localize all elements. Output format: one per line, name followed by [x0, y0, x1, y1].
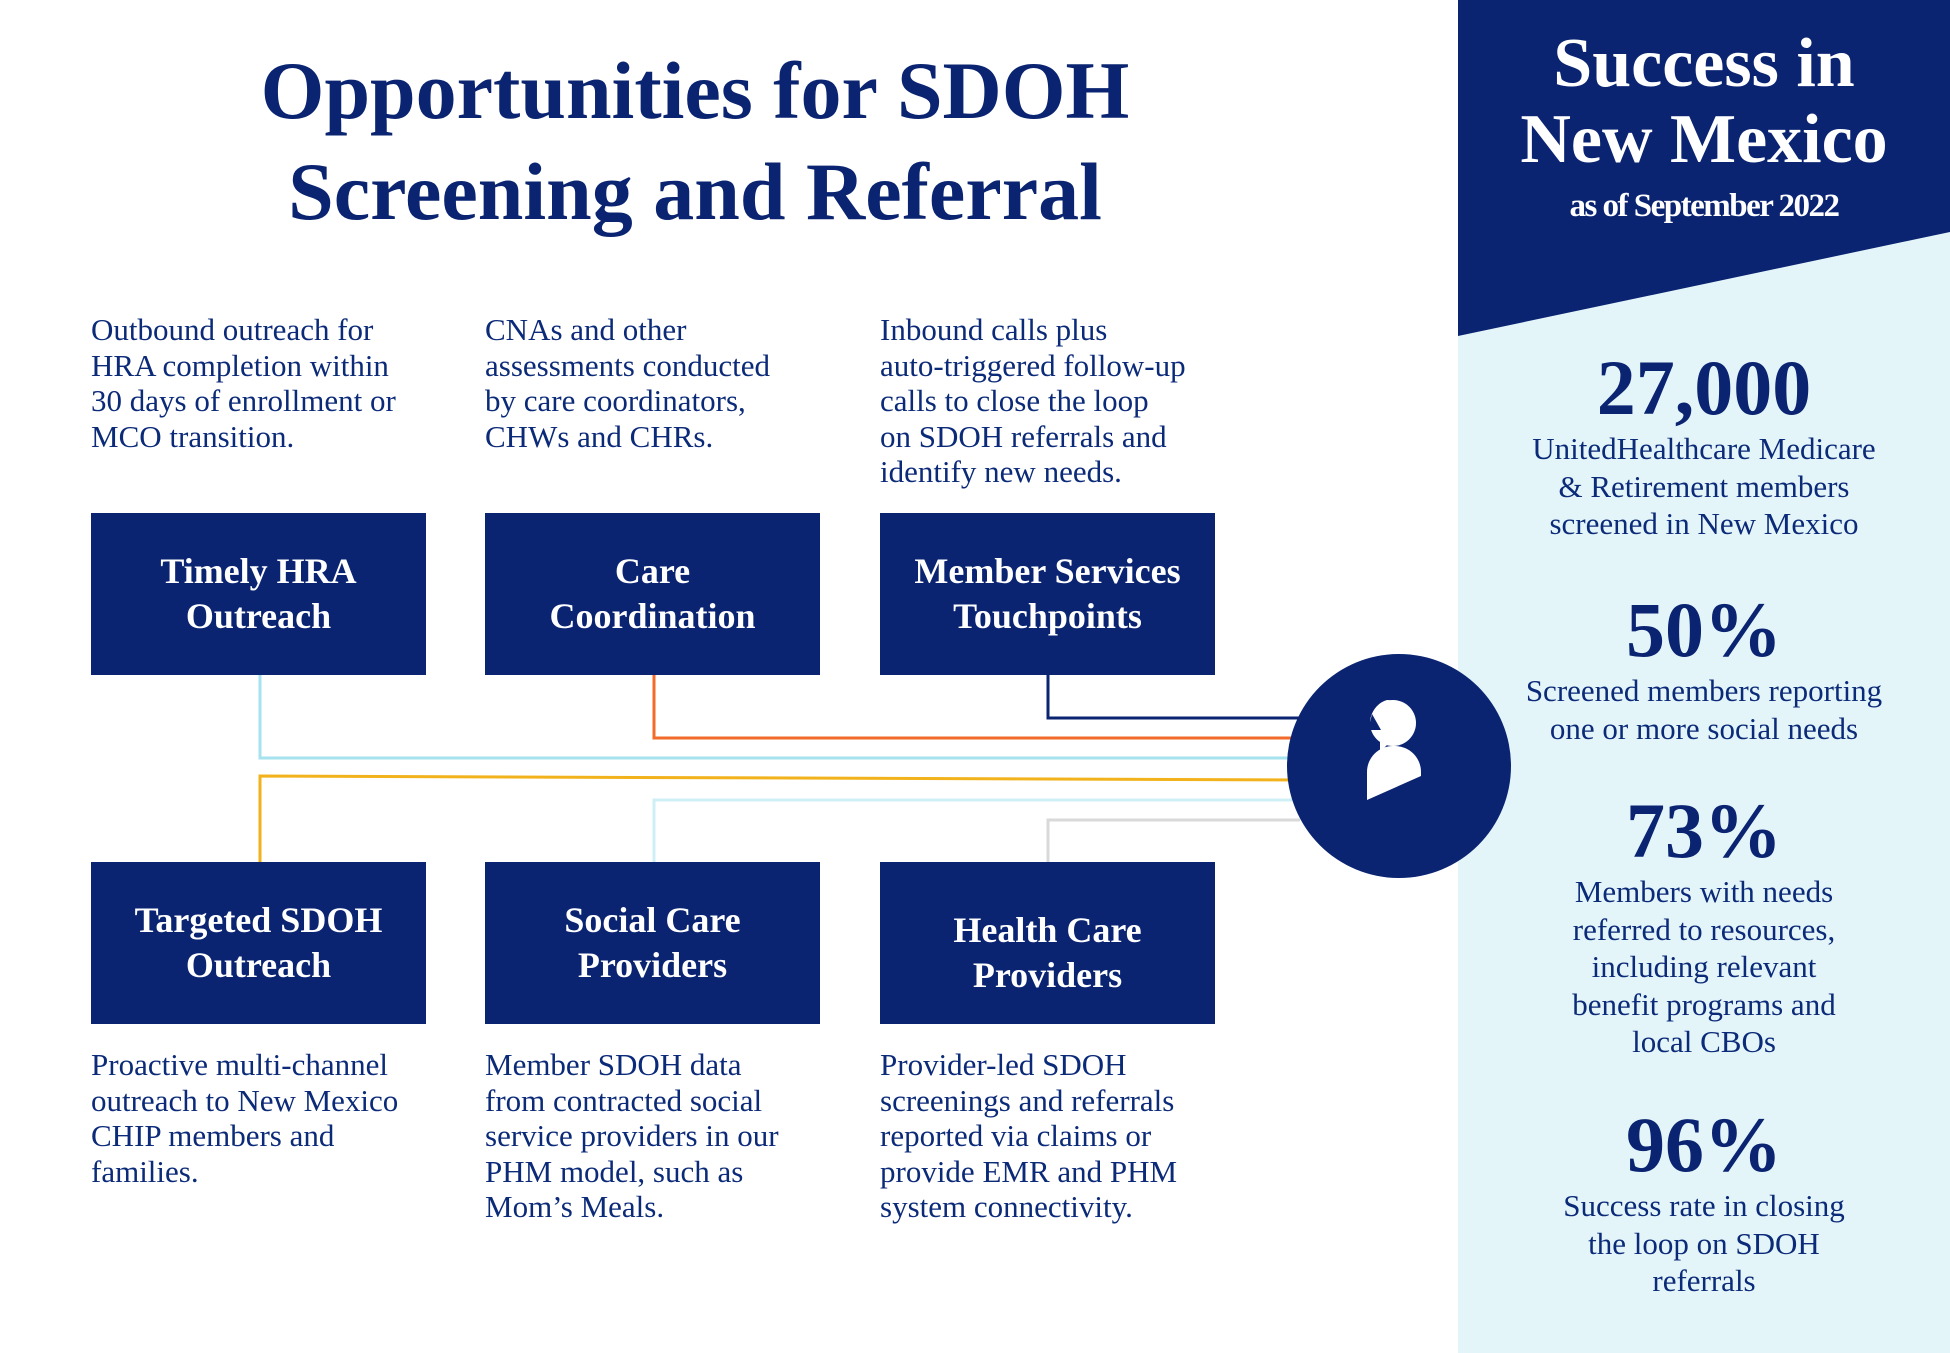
stat-value: 73% [1626, 787, 1782, 874]
box-targeted-sdoh-outreach: Targeted SDOH Outreach [91, 862, 426, 1024]
stat-caption: UnitedHealthcare Medicare & Retirement members screened in New Mexico [1532, 431, 1876, 541]
desc-targeted-sdoh: Proactive multi-channel outreach to New Mexico CHIP members and families. [91, 1047, 399, 1189]
box-care-coordination: Care Coordination [485, 513, 820, 675]
panel-title: Success in New Mexico [1520, 25, 1888, 178]
page-title-line-1: Opportunities for SDOH [260, 45, 1130, 136]
person-hub [1287, 654, 1511, 878]
connector-care-coordination [654, 675, 1300, 738]
desc-health-care: Provider-led SDOH screenings and referrals reported via claims or provide EMR and PHM system connectivity. [880, 1047, 1178, 1224]
stat-caption: Screened members reporting one or more social needs [1525, 673, 1883, 746]
connector-member-services [1048, 675, 1300, 718]
success-panel [1458, 0, 1950, 1353]
box-timely-hra-outreach: Timely HRA Outreach [91, 513, 426, 675]
stat-closing-loop [1458, 1103, 1950, 1300]
stat-caption: Success rate in closing the loop on SDOH referrals [1563, 1188, 1845, 1298]
panel-subtitle: as of September 2022 [1569, 188, 1839, 224]
stat-members-screened [1458, 346, 1950, 543]
box-health-care-providers: Health Care Providers [880, 862, 1215, 1024]
box-member-services-touchpoints: Member Services Touchpoints [880, 513, 1215, 675]
desc-member-services: Inbound calls plus auto-triggered follow-up calls to close the loop on SDOH referrals and identify new needs. [880, 312, 1186, 489]
connector-social-care [654, 800, 1300, 862]
stat-referred [1458, 789, 1950, 1061]
stat-social-needs [1458, 588, 1950, 747]
stat-value: 50% [1626, 586, 1782, 673]
desc-social-care: Member SDOH data from contracted social service providers in our PHM model, such as Mom’s Meals. [485, 1047, 779, 1224]
connector-health-care [1048, 820, 1300, 862]
box-social-care-providers: Social Care Providers [485, 862, 820, 1024]
person-icon [1287, 654, 1511, 878]
page-title-line-2: Screening and Referral [288, 146, 1102, 237]
desc-care-coordination: CNAs and other assessments conducted by care coordinators, CHWs and CHRs. [485, 312, 770, 454]
desc-timely-hra: Outbound outreach for HRA completion within 30 days of enrollment or MCO transition. [91, 312, 396, 454]
stat-value: 27,000 [1596, 344, 1812, 431]
stat-caption: Members with needs referred to resources, including relevant benefit programs and local CBOs [1572, 874, 1836, 1059]
stat-value: 96% [1626, 1101, 1782, 1188]
